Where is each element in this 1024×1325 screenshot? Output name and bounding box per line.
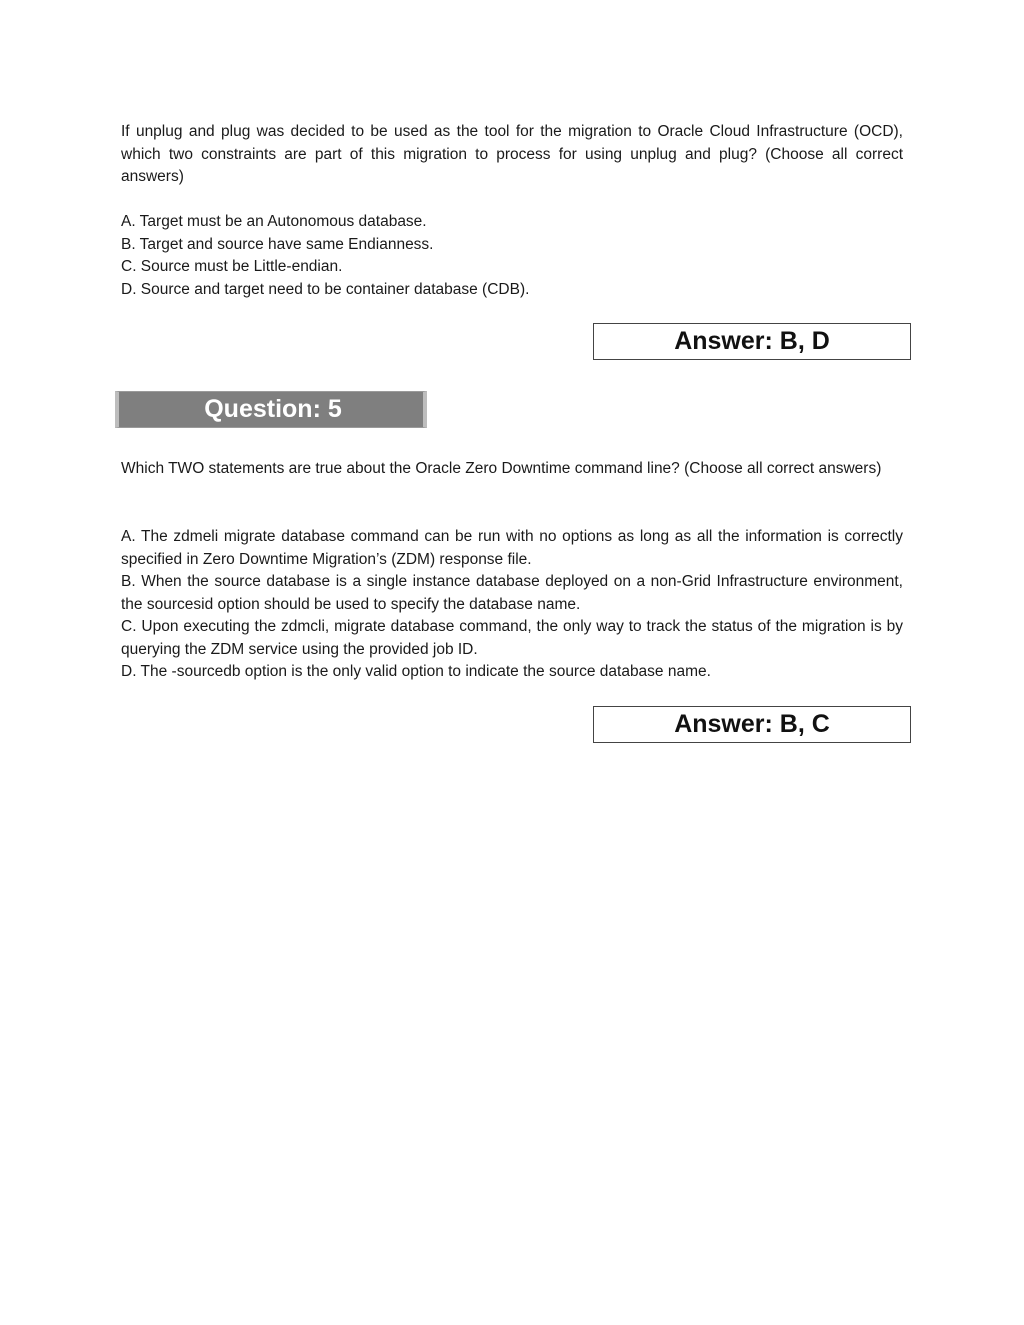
q5-option-a: A. The zdmeli migrate database command can be run with no options as long as all the information is correctly specified in Zero Downtime Migration’s (ZDM) response file. bbox=[121, 528, 903, 568]
q4-answer-text: Answer: B, D bbox=[674, 327, 830, 355]
q5-question-header bbox=[115, 391, 427, 428]
q4-option-a: A. Target must be an Autonomous database. bbox=[121, 213, 427, 230]
q5-question-text: Which TWO statements are true about the Oracle Zero Downtime command line? (Choose all correct answers) bbox=[121, 460, 882, 477]
q5-header-label: Question: 5 bbox=[204, 395, 342, 423]
q4-option-d: D. Source and target need to be container database (CDB). bbox=[121, 280, 530, 298]
q5-options-list bbox=[121, 526, 903, 684]
q5-option-d: D. The -sourcedb option is the only valid option to indicate the source database name. bbox=[121, 663, 711, 680]
q5-option-b: B. When the source database is a single instance database deployed on a non-Grid Infrastructure environment, the sourcesid option should be used to specify the database name. bbox=[121, 573, 903, 613]
q4-answer-box bbox=[593, 323, 911, 360]
q5-answer-text: Answer: B, C bbox=[674, 710, 830, 738]
q4-options-list bbox=[121, 211, 903, 301]
q4-option-c: C. Source must be Little-endian. bbox=[121, 258, 343, 275]
q4-option-b: B. Target and source have same Endianness. bbox=[121, 235, 434, 253]
q5-answer-box bbox=[593, 706, 911, 743]
q5-option-c: C. Upon executing the zdmcli, migrate database command, the only way to track the status of the migration is by querying the ZDM service using the provided job ID. bbox=[121, 618, 903, 658]
q4-question-text: If unplug and plug was decided to be used as the tool for the migration to Oracle Cloud Infrastructure (OCD), which two constraints are part of this migration to process for using unplug and plug? (Choose all correct answers) bbox=[121, 123, 903, 185]
